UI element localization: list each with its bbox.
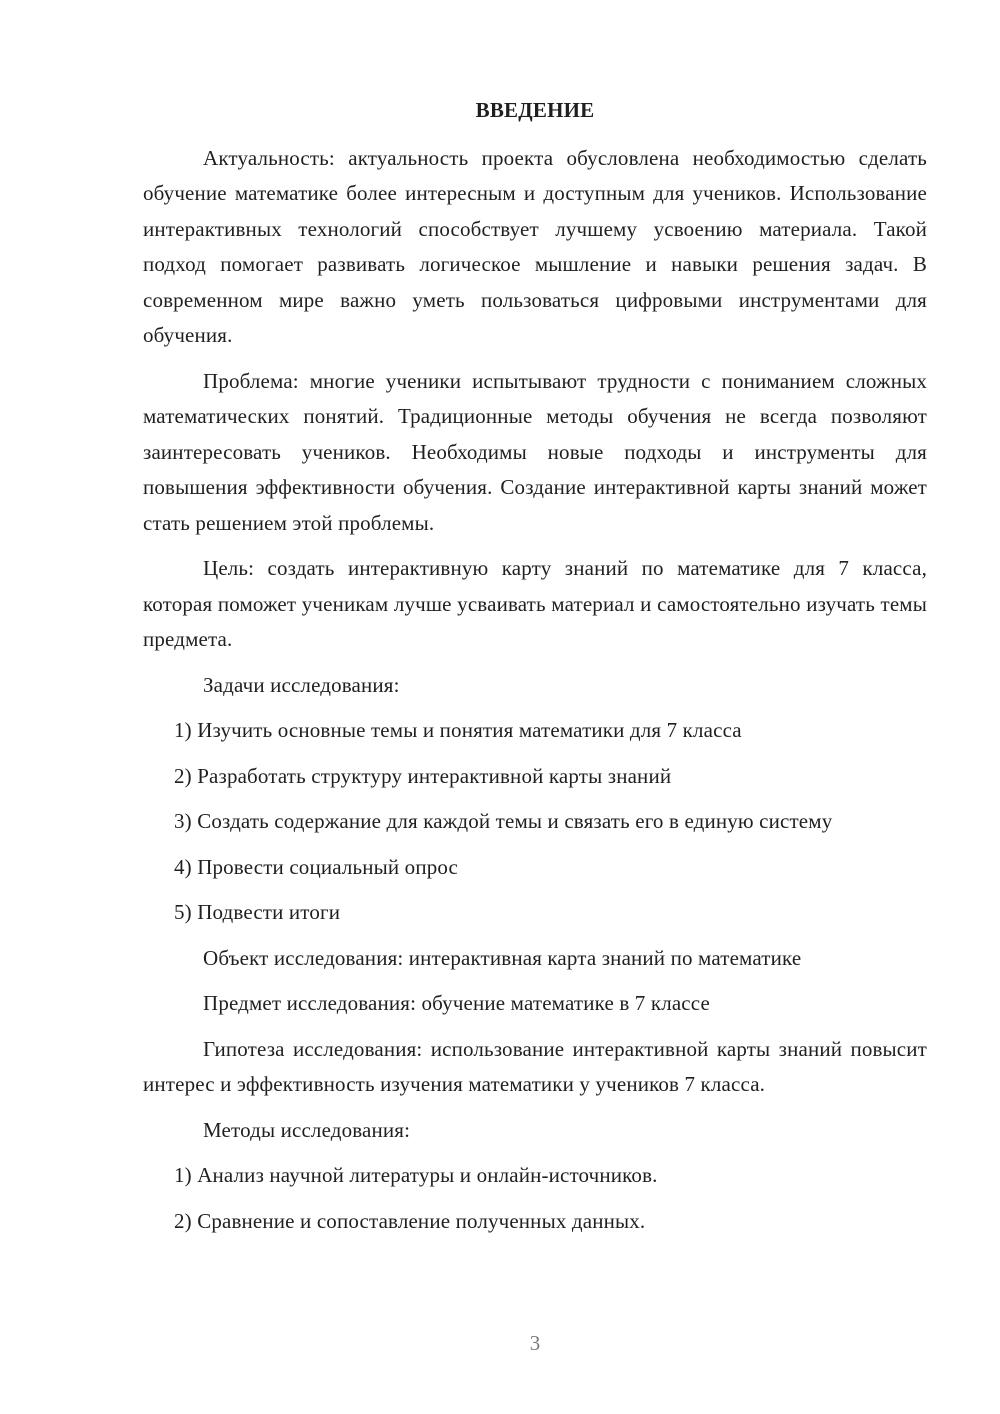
subject-paragraph: Предмет исследования: обучение математике в 7 классе <box>203 991 710 1015</box>
methods-heading: Методы исследования: <box>203 1117 411 1142</box>
task-item-5: 5) Подвести итоги <box>174 900 341 924</box>
page-number: 3 <box>529 1331 541 1355</box>
tasks-heading: Задачи исследования: <box>203 672 400 697</box>
object-paragraph: Объект исследования: интерактивная карта знаний по математике <box>203 945 802 970</box>
method-item-2: 2) Сравнение и сопоставление полученных данных. <box>174 1208 646 1233</box>
task-item-1: 1) Изучить основные темы и понятия математики для 7 класса <box>174 718 742 742</box>
goal-paragraph: Цель: создать интерактивную карту знаний по математике для 7 класса, которая поможет ученикам лучше усваивать материал и самостоятельно изучать темы предмета. <box>143 556 927 651</box>
task-item-4: 4) Провести социальный опрос <box>174 854 459 879</box>
method-item-1: 1) Анализ научной литературы и онлайн-источников. <box>174 1163 658 1187</box>
relevance-paragraph: Актуальность: актуальность проекта обусловлена необходимостью сделать обучение математике более интересным и доступным для учеников. Использование интерактивных технологий способствует лучшему усвоению материала. Такой подход помогает развивать логическое мышление и навыки решения задач. В современном мире важно уметь пользоваться цифровыми инструментами для обучения. <box>143 145 927 347</box>
section-title: ВВЕДЕНИЕ <box>475 98 595 122</box>
hypothesis-paragraph: Гипотеза исследования: использование интерактивной карты знаний повысит интерес и эффективность изучения математики у учеников 7 класса. <box>143 1036 927 1096</box>
task-item-2: 2) Разработать структуру интерактивной карты знаний <box>174 763 672 788</box>
problem-paragraph: Проблема: многие ученики испытывают трудности с пониманием сложных математических понятий. Традиционные методы обучения не всегда позволяют заинтересовать учеников. Необходимы новые подходы и инструменты для повышения эффективности обучения. Создание интерактивной карты знаний может стать решением этой проблемы. <box>143 368 927 535</box>
task-item-3: 3) Создать содержание для каждой темы и связать его в единую систему <box>174 809 833 833</box>
page-content <box>143 93 927 1249</box>
